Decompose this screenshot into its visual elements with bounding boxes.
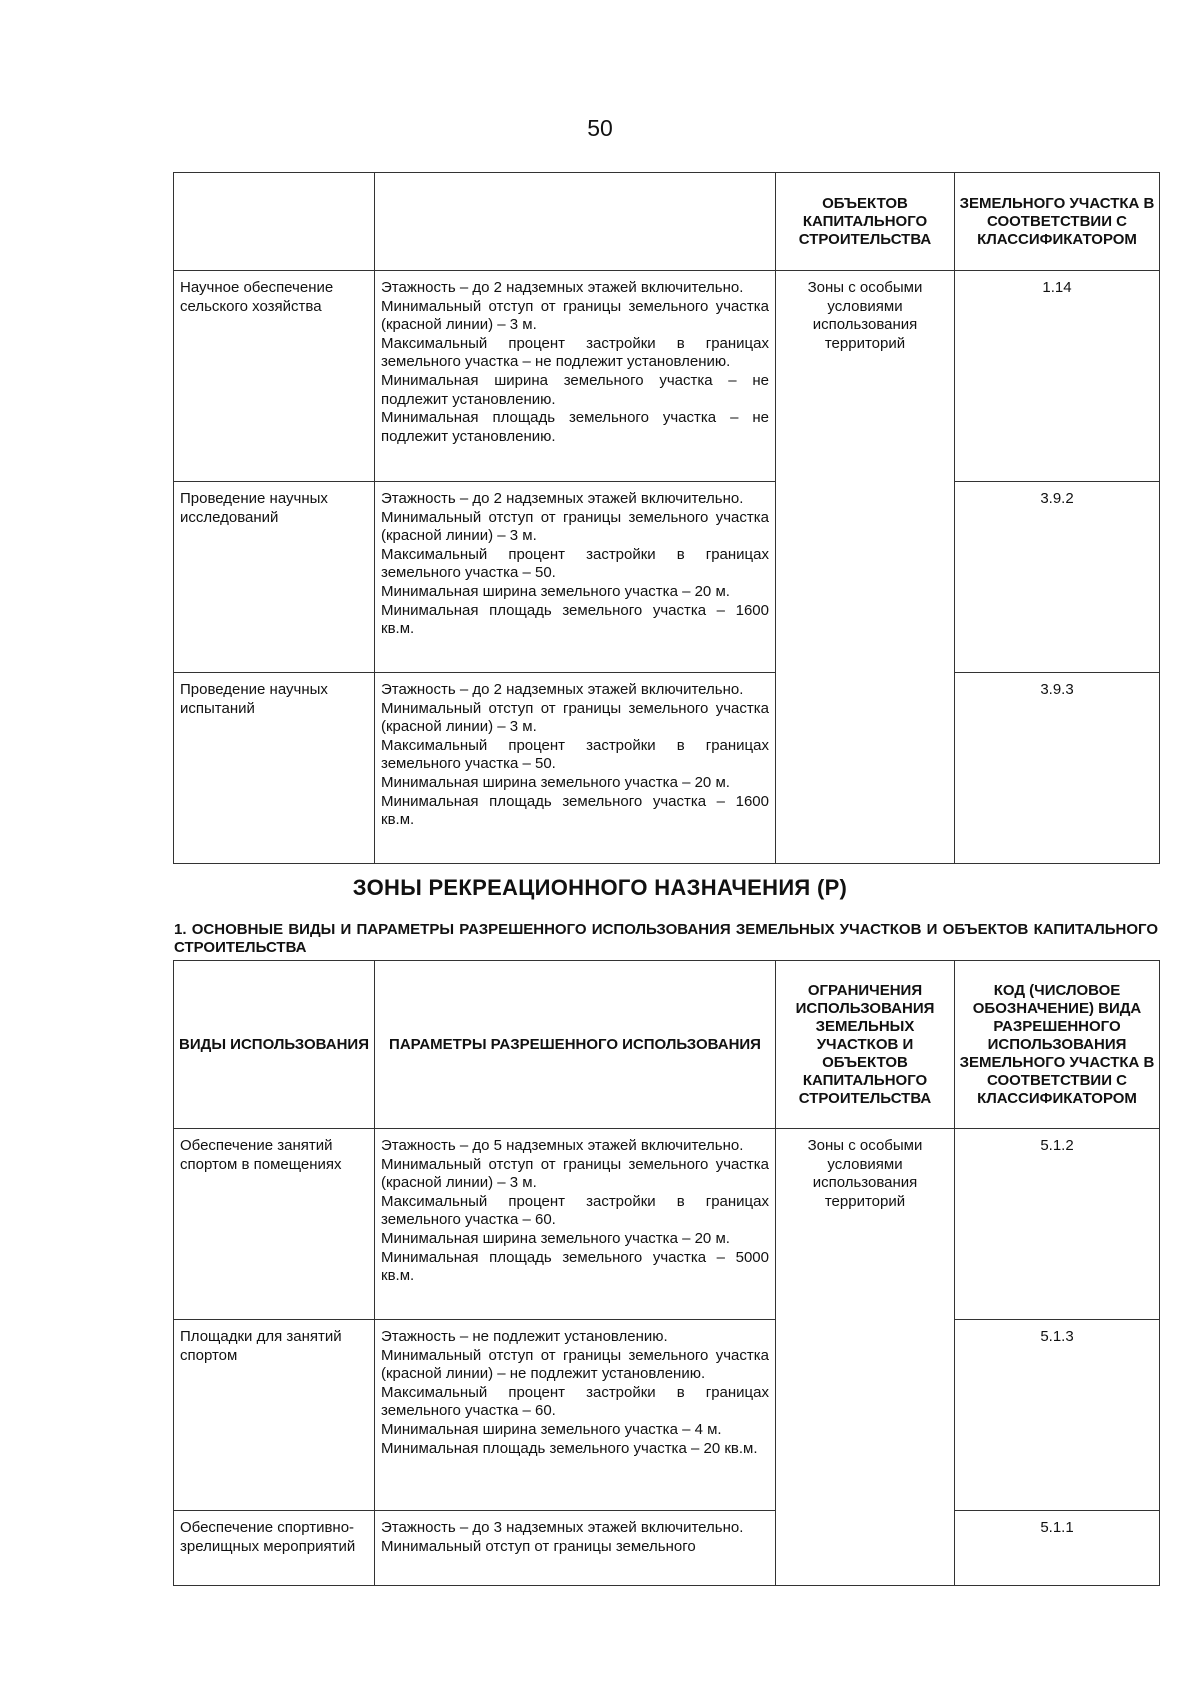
param-line: Этажность – до 3 надземных этажей включительно. [381,1519,744,1536]
param-line: Минимальная ширина земельного участка – не подлежит установлению. [381,371,769,408]
use-params [375,1320,776,1511]
use-code: 5.1.3 [955,1320,1160,1511]
use-params [375,271,776,482]
zone-title: ЗОНЫ РЕКРЕАЦИОННОГО НАЗНАЧЕНИЯ (Р) [352,875,848,900]
use-name: Обеспечение занятий спортом в помещениях [174,1129,375,1320]
use-name: Обеспечение спортивно-зрелищных мероприятий [174,1511,375,1586]
table-row [174,673,1160,864]
use-limits: Зоны с особыми условиями использования территорий [776,1129,955,1586]
use-code: 3.9.2 [955,482,1160,673]
param-line: Минимальная площадь земельного участка – 1600 кв.м. [381,792,769,829]
param-line: Максимальный процент застройки в границах земельного участка – 60. [381,1383,769,1420]
header-cell-limits: ОБЪЕКТОВ КАПИТАЛЬНОГО СТРОИТЕЛЬСТВА [776,173,955,271]
use-code: 1.14 [955,271,1160,482]
section-heading: 1. ОСНОВНЫЕ ВИДЫ И ПАРАМЕТРЫ РАЗРЕШЕННОГО ИСПОЛЬЗОВАНИЯ ЗЕМЕЛЬНЫХ УЧАСТКОВ И ОБЪЕКТОВ КАПИТАЛЬНОГО СТРОИТЕЛЬСТВА [174,921,1158,956]
param-line: Этажность – до 2 надземных этажей включительно. [381,279,744,296]
param-line: Минимальный отступ от границы земельного [381,1537,696,1555]
use-code: 3.9.3 [955,673,1160,864]
param-line: Минимальная ширина земельного участка – 20 м. [381,582,730,600]
use-name: Проведение научных исследований [174,482,375,673]
param-line: Максимальный процент застройки в границах земельного участка – не подлежит установлению. [381,334,769,371]
param-line: Максимальный процент застройки в границах земельного участка – 50. [381,545,769,582]
top-regulations-table [173,172,1160,864]
param-line: Этажность – до 5 надземных этажей включительно. [381,1137,744,1154]
param-line: Минимальная площадь земельного участка – не подлежит установлению. [381,409,769,445]
use-name: Проведение научных испытаний [174,673,375,864]
param-line: Максимальный процент застройки в границах земельного участка – 60. [381,1192,769,1229]
use-code: 5.1.2 [955,1129,1160,1320]
header-cell-params: ПАРАМЕТРЫ РАЗРЕШЕННОГО ИСПОЛЬЗОВАНИЯ [375,961,776,1129]
param-line: Этажность – до 2 надземных этажей включительно. [381,681,744,698]
table-row [174,271,1160,482]
use-limits: Зоны с особыми условиями использования территорий [776,271,955,864]
param-line: Максимальный процент застройки в границах земельного участка – 50. [381,736,769,773]
param-line: Минимальная площадь земельного участка – 5000 кв.м. [381,1248,769,1285]
param-line: Минимальный отступ от границы земельного участка (красной линии) – 3 м. [381,1155,769,1192]
param-line: Минимальная ширина земельного участка – 4 м. [381,1420,722,1438]
table-row [174,1320,1160,1511]
param-line: Минимальная площадь земельного участка – 20 кв.м. [381,1439,758,1457]
header-cell-uses: ВИДЫ ИСПОЛЬЗОВАНИЯ [174,961,375,1129]
table-header-row [174,173,1160,271]
use-name: Площадки для занятий спортом [174,1320,375,1511]
header-cell-uses [174,173,375,271]
bottom-regulations-table [173,960,1160,1586]
page-number: 50 [587,115,613,141]
header-cell-limits: ОГРАНИЧЕНИЯ ИСПОЛЬЗОВАНИЯ ЗЕМЕЛЬНЫХ УЧАСТКОВ И ОБЪЕКТОВ КАПИТАЛЬНОГО СТРОИТЕЛЬСТВА [776,961,955,1129]
param-line: Минимальная площадь земельного участка – 1600 кв.м. [381,601,769,638]
table-header-row [174,961,1160,1129]
param-line: Этажность – не подлежит установлению. [381,1328,668,1345]
use-params [375,1129,776,1320]
param-line: Минимальный отступ от границы земельного участка (красной линии) – 3 м. [381,699,769,736]
use-params [375,482,776,673]
param-line: Этажность – до 2 надземных этажей включительно. [381,490,744,507]
param-line: Минимальная ширина земельного участка – 20 м. [381,773,730,791]
header-cell-code: ЗЕМЕЛЬНОГО УЧАСТКА В СООТВЕТСТВИИ С КЛАССИФИКАТОРОМ [955,173,1160,271]
use-params [375,673,776,864]
use-params [375,1511,776,1586]
use-name: Научное обеспечение сельского хозяйства [174,271,375,482]
use-code: 5.1.1 [955,1511,1160,1586]
param-line: Минимальная ширина земельного участка – 20 м. [381,1229,730,1247]
param-line: Минимальный отступ от границы земельного участка (красной линии) – 3 м. [381,508,769,545]
table-row [174,482,1160,673]
table-row [174,1511,1160,1586]
header-cell-params [375,173,776,271]
table-row [174,1129,1160,1320]
param-line: Минимальный отступ от границы земельного участка (красной линии) – не подлежит установлению. [381,1346,769,1383]
param-line: Минимальный отступ от границы земельного участка (красной линии) – 3 м. [381,297,769,334]
header-cell-code: КОД (ЧИСЛОВОЕ ОБОЗНАЧЕНИЕ) ВИДА РАЗРЕШЕННОГО ИСПОЛЬЗОВАНИЯ ЗЕМЕЛЬНОГО УЧАСТКА В СООТВЕТСТВИИ С КЛАССИФИКАТОРОМ [955,961,1160,1129]
